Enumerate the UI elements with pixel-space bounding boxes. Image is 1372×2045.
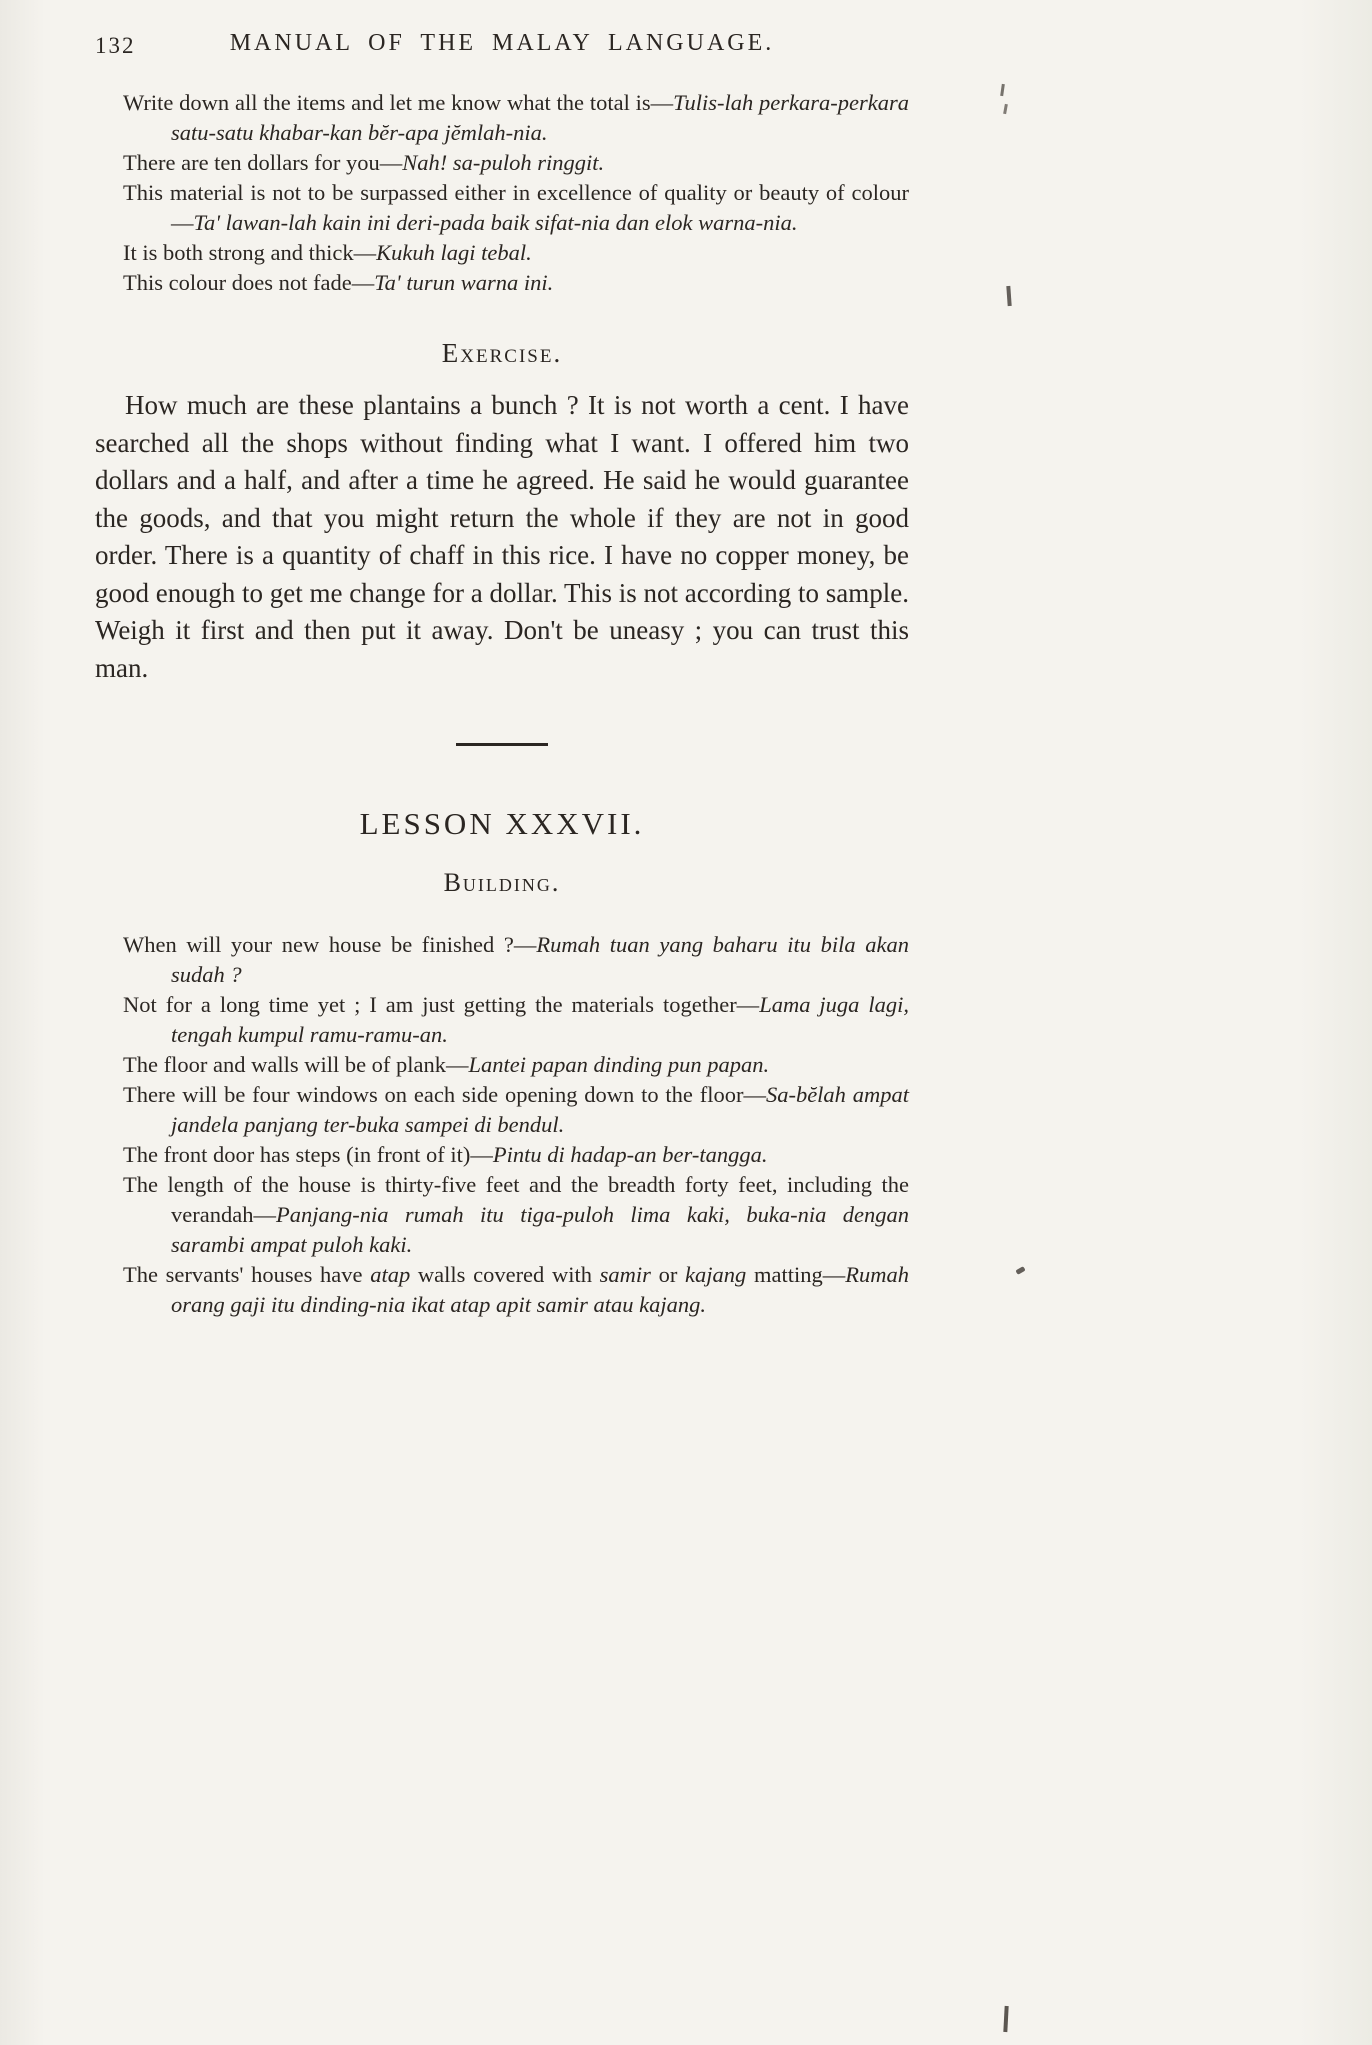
exercise-heading: Exercise. [441, 338, 563, 368]
scan-artifact [1003, 104, 1008, 114]
exercise-paragraph: How much are these plantains a bunch ? It is not worth a cent. I have searched all the shops without finding what I want. I offered him two dollars and a half, and after a time he agreed. He said he would guarantee the goods, and that you might return the whole if they are not in good order. There is a quantity of chaff in this rice. I have no copper money, be good enough to get me change for a dollar. This is not according to sample. Weigh it first and then put it away. Don't be uneasy ; you can trust this man. [95, 390, 909, 683]
english-text: There are ten dollars for you— [123, 150, 403, 175]
phrase-list-top [123, 88, 909, 298]
phrase-entry [123, 148, 909, 178]
english-text: or [650, 1262, 686, 1287]
malay-text: Ta' turun warna ini. [374, 270, 554, 295]
phrase-entry [123, 88, 909, 148]
malay-text: Nah! sa-puloh ringgit. [402, 150, 605, 175]
malay-text: kajang [685, 1262, 747, 1287]
malay-text: Panjang-nia rumah itu tiga-puloh lima kaki, buka-nia dengan sarambi ampat puloh kaki. [171, 1202, 909, 1257]
phrase-entry [123, 268, 909, 298]
english-text: This colour does not fade— [123, 270, 375, 295]
phrase-entry [123, 1260, 909, 1320]
phrase-entry [123, 1170, 909, 1260]
scan-artifact [1015, 1266, 1025, 1275]
malay-text: Lama juga lagi, tengah kumpul ramu-ramu-an. [171, 992, 909, 1047]
lesson-title: LESSON XXXVII. [359, 806, 645, 841]
malay-text: Ta' lawan-lah kain ini deri-pada baik sifat-nia dan elok warna-nia. [193, 210, 798, 235]
english-text: matting— [746, 1262, 846, 1287]
english-text: The servants' houses have [123, 1262, 371, 1287]
english-text: This material is not to be surpassed either in excellence of quality or beauty of colour— [123, 180, 909, 235]
page-content [95, 88, 909, 1320]
english-text: The length of the house is thirty-five feet and the breadth forty feet, including the verandah— [123, 1172, 909, 1227]
section-divider [456, 743, 548, 746]
english-text: There will be four windows on each side opening down to the floor— [123, 1082, 766, 1107]
malay-text: Tulis-lah perkara-perkara satu-satu khabar-kan bĕr-apa jĕmlah-nia. [171, 90, 909, 145]
page-number: 132 [95, 33, 136, 58]
english-text: It is both strong and thick— [123, 240, 377, 265]
phrase-entry [123, 1080, 909, 1140]
malay-text: Pintu di hadap-an ber-tangga. [492, 1142, 768, 1167]
malay-text: samir [599, 1262, 651, 1287]
english-text: When will your new house be finished ?— [123, 932, 537, 957]
running-title: MANUAL OF THE MALAY LANGUAGE. [229, 30, 775, 56]
phrase-entry [123, 930, 909, 990]
english-text: walls covered with [410, 1262, 600, 1287]
malay-text: Kukuh lagi tebal. [376, 240, 532, 265]
malay-text: atap [370, 1262, 411, 1287]
phrase-list-building [123, 930, 909, 1320]
malay-text: Rumah tuan yang baharu itu bila akan sudah ? [171, 932, 909, 987]
malay-text: Sa-bĕlah ampat jandela panjang ter-buka sampei di bendul. [171, 1082, 910, 1137]
english-text: Not for a long time yet ; I am just getting the materials together— [123, 992, 760, 1017]
phrase-entry [123, 990, 909, 1050]
scan-artifact [1006, 286, 1011, 306]
malay-text: Rumah orang gaji itu dinding-nia ikat atap apit samir atau kajang. [171, 1262, 909, 1317]
english-text: The floor and walls will be of plank— [123, 1052, 469, 1077]
phrase-entry [123, 1050, 909, 1080]
malay-text: Lantei papan dinding pun papan. [468, 1052, 770, 1077]
phrase-entry [123, 1140, 909, 1170]
lesson-subtitle: Building. [443, 868, 561, 897]
running-head [95, 30, 909, 66]
scan-artifact [1000, 84, 1005, 96]
scan-artifact [1003, 2006, 1008, 2032]
english-text: Write down all the items and let me know what the total is— [123, 90, 674, 115]
phrase-entry [123, 238, 909, 268]
english-text: The front door has steps (in front of it)— [123, 1142, 493, 1167]
phrase-entry [123, 178, 909, 238]
